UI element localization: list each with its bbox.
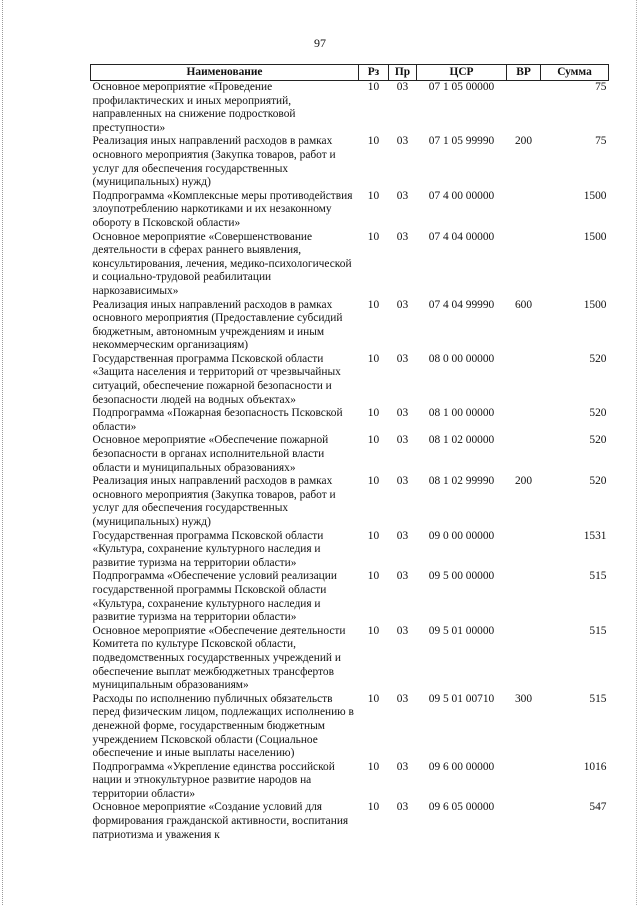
cell-csr: 07 4 04 00000 (428, 230, 495, 243)
cell-sum: 520 (589, 352, 607, 365)
cell-sum: 75 (595, 135, 607, 148)
cell-rz: 10 (367, 434, 380, 447)
cell-name: Подпрограмма «Укрепление единства российской нации и этнокультурное развитие народов на территории области» (92, 760, 335, 800)
cell-csr: 08 1 02 99990 (428, 475, 495, 488)
table-row (91, 530, 609, 571)
cell-name: Расходы по исполнению публичных обязательств перед физическим лицом, подлежащих исполнению в денежной форме, государственным бюджетным учреждением Псковской области (Социальное обеспечение и иные выплаты населению) (92, 692, 354, 760)
cell-name: Основное мероприятие «Проведение профилактических и иных мероприятий, направленных на снижение подростковой преступности» (92, 81, 296, 134)
table-row (91, 299, 609, 353)
header-name: Наименование (91, 65, 359, 81)
table-row (91, 693, 609, 761)
cell-vr (507, 81, 541, 136)
cell-vr (507, 625, 541, 693)
table-row (91, 570, 609, 624)
cell-csr: 07 4 00 00000 (428, 189, 495, 202)
cell-csr: 09 6 00 00000 (428, 760, 495, 773)
cell-vr (507, 530, 541, 571)
cell-vr: 300 (514, 692, 533, 705)
cell-pr: 03 (396, 529, 409, 542)
cell-name: Подпрограмма «Пожарная безопасность Псковской области» (92, 407, 343, 433)
cell-pr: 03 (396, 81, 409, 93)
header-sum: Сумма (541, 65, 609, 81)
cell-vr (507, 190, 541, 231)
cell-csr: 08 1 02 00000 (428, 434, 495, 447)
cell-name: Реализация иных направлений расходов в рамках основного мероприятия (Закупка товаров, работ и услуг для обеспечения государственных (муниципальных) нужд) (92, 475, 336, 528)
cell-csr: 08 0 00 00000 (428, 352, 495, 365)
header-vr: ВР (507, 65, 541, 81)
cell-pr: 03 (396, 230, 409, 243)
cell-rz: 10 (367, 298, 380, 311)
cell-pr: 03 (396, 352, 409, 365)
cell-name: Основное мероприятие «Обеспечение пожарной безопасности в органах исполнительной власти области и муниципальных образованиях» (92, 434, 329, 474)
cell-rz: 10 (367, 529, 380, 542)
cell-rz: 10 (367, 189, 380, 202)
cell-csr: 09 5 00 00000 (428, 570, 495, 583)
table-row (91, 434, 609, 475)
cell-pr: 03 (396, 475, 409, 488)
cell-sum: 547 (589, 801, 607, 814)
cell-vr: 200 (514, 135, 533, 148)
table-row (91, 475, 609, 529)
cell-vr (507, 353, 541, 407)
cell-sum: 1016 (583, 760, 607, 773)
cell-vr (507, 570, 541, 624)
table-row (91, 761, 609, 802)
cell-name: Подпрограмма «Обеспечение условий реализации государственной программы Псковской области «Культура, сохранение культурного наследия и развитие туризма на территории области» (92, 570, 337, 624)
cell-sum: 520 (589, 434, 607, 447)
cell-csr: 07 1 05 99990 (428, 135, 495, 148)
cell-csr: 09 6 05 00000 (428, 801, 495, 814)
table-row (91, 135, 609, 189)
cell-csr: 09 5 01 00000 (428, 624, 495, 637)
cell-name: Государственная программа Псковской области «Защита населения и территорий от чрезвычайных ситуаций, обеспечение пожарной безопасности и безопасности людей на водных объектах» (92, 352, 341, 406)
cell-sum: 1500 (583, 230, 607, 243)
cell-csr: 08 1 00 00000 (428, 407, 495, 420)
cell-rz: 10 (367, 230, 380, 243)
scan-edge-right (636, 0, 638, 905)
cell-sum: 515 (589, 624, 607, 637)
cell-rz: 10 (367, 407, 380, 420)
scan-edge-left (2, 0, 4, 905)
cell-sum: 75 (595, 81, 607, 93)
cell-rz: 10 (367, 624, 380, 637)
cell-pr: 03 (396, 801, 409, 814)
cell-vr (507, 761, 541, 802)
cell-name: Реализация иных направлений расходов в рамках основного мероприятия (Закупка товаров, работ и услуг для обеспечения государственных (муниципальных) нужд) (92, 135, 336, 189)
table-row (91, 353, 609, 407)
cell-pr: 03 (396, 189, 409, 202)
cell-pr: 03 (396, 298, 409, 311)
cell-sum: 1500 (583, 189, 607, 202)
table-row (91, 231, 609, 299)
page-number: 97 (314, 36, 326, 50)
cell-csr: 09 0 00 00000 (428, 529, 495, 542)
table-row (91, 190, 609, 231)
table-body (91, 81, 609, 843)
cell-vr (507, 231, 541, 299)
cell-sum: 1500 (583, 298, 607, 311)
cell-pr: 03 (396, 407, 409, 420)
cell-name: Основное мероприятие «Обеспечение деятельности Комитета по культуре Псковской области, подведомственных государственных учреждений и обеспечение выплат межбюджетных трансфертов муниципальным образованиям» (92, 624, 346, 692)
cell-rz: 10 (367, 801, 380, 814)
cell-sum: 520 (589, 475, 607, 488)
cell-sum: 515 (589, 570, 607, 583)
cell-pr: 03 (396, 135, 409, 148)
cell-name: Реализация иных направлений расходов в рамках основного мероприятия (Предоставление субсидий бюджетным, автономным учреждениям и иным некоммерческим организациям) (92, 298, 343, 352)
cell-csr: 07 1 05 00000 (428, 81, 495, 93)
table-header-row (91, 65, 609, 81)
header-pr: Пр (389, 65, 417, 81)
cell-vr (507, 434, 541, 475)
cell-vr: 200 (514, 475, 533, 488)
table-row (91, 81, 609, 136)
cell-rz: 10 (367, 135, 380, 148)
cell-sum: 520 (589, 407, 607, 420)
cell-pr: 03 (396, 570, 409, 583)
cell-vr: 600 (514, 298, 533, 311)
header-rz: Рз (359, 65, 389, 81)
cell-name: Подпрограмма «Комплексные меры противодействия злоупотреблению наркотиками и их незаконному обороту в Псковской области» (92, 189, 353, 229)
cell-vr (507, 801, 541, 842)
cell-name: Основное мероприятие «Создание условий для формирования гражданской активности, воспитания патриотизма и уважения к (92, 801, 349, 841)
cell-rz: 10 (367, 352, 380, 365)
cell-rz: 10 (367, 81, 380, 93)
cell-sum: 1531 (583, 529, 607, 542)
budget-table (90, 64, 609, 842)
cell-rz: 10 (367, 692, 380, 705)
header-csr: ЦСР (417, 65, 507, 81)
cell-rz: 10 (367, 570, 380, 583)
table-row (91, 801, 609, 842)
cell-pr: 03 (396, 692, 409, 705)
table-row (91, 625, 609, 693)
cell-csr: 07 4 04 99990 (428, 298, 495, 311)
cell-pr: 03 (396, 434, 409, 447)
cell-name: Основное мероприятие «Совершенствование деятельности в сферах раннего выявления, консультирования, лечения, медико-психологической и социально-трудовой реабилитации наркозависимых» (92, 230, 352, 297)
table-row (91, 407, 609, 434)
cell-csr: 09 5 01 00710 (428, 692, 495, 705)
cell-pr: 03 (396, 760, 409, 773)
cell-rz: 10 (367, 760, 380, 773)
cell-sum: 515 (589, 692, 607, 705)
cell-rz: 10 (367, 475, 380, 488)
cell-pr: 03 (396, 624, 409, 637)
cell-name: Государственная программа Псковской области «Культура, сохранение культурного наследия и развитие туризма на территории области» (92, 529, 324, 569)
cell-vr (507, 407, 541, 434)
